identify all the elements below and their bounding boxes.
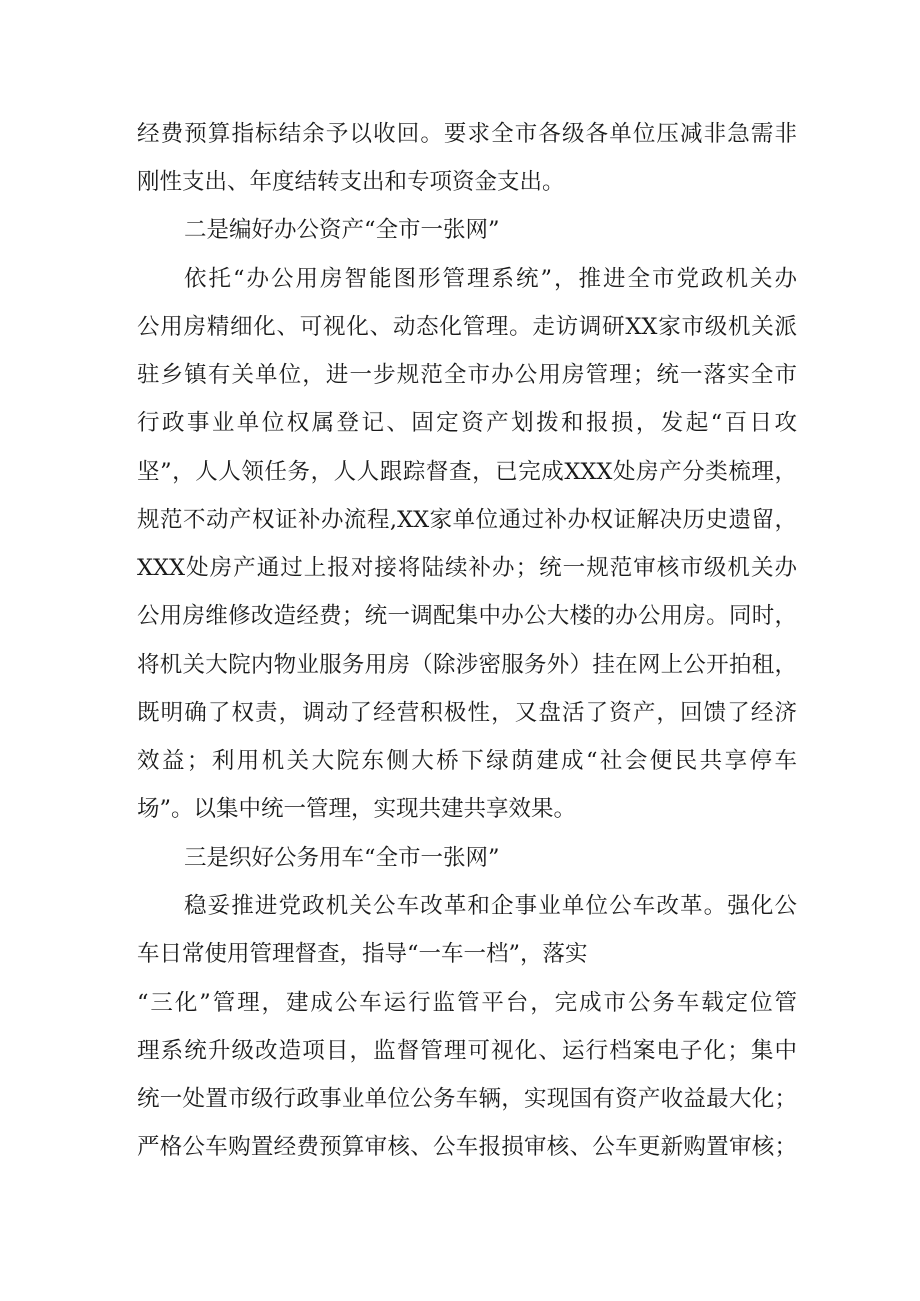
text-line: 稳妥推进党政机关公车改革和企事业单位公车改革。强化公 [184,893,797,919]
text-line: 既明确了权责，调动了经营积极性，又盘活了资产，回馈了经济 [137,700,797,726]
text-line: “三化”管理，建成公车运行监管平台，完成市公务车载定位管 [137,990,797,1016]
text-line: 统一处置市级行政事业单位公务车辆，实现国有资产收益最大化； [137,1086,797,1112]
text-line: 依托“办公用房智能图形管理系统”，推进全市党政机关办 [184,266,797,292]
text-line: 公用房维修改造经费；统一调配集中办公大楼的办公用房。同时， [137,603,797,629]
text-line: 车日常使用管理督查，指导“一车一档”，落实 [137,941,588,967]
text-line: 理系统升级改造项目，监督管理可视化、运行档案电子化；集中 [137,1038,797,1064]
text-line: 效益；利用机关大院东侧大桥下绿荫建成“社会便民共享停车 [137,748,797,774]
text-line: 坚”，人人领任务，人人跟踪督查，已完成XXX处房产分类梳理， [137,459,797,485]
text-line: 刚性支出、年度结转支出和专项资金支出。 [137,169,565,195]
text-line: 规范不动产权证补办流程,XX家单位通过补办权证解决历史遗留， [137,507,797,533]
text-line: XXX处房产通过上报对接将陆续补办；统一规范审核市级机关办 [137,555,797,581]
text-line: 场”。以集中统一管理，实现共建共享效果。 [137,796,577,822]
text-line: 公用房精细化、可视化、动态化管理。走访调研XX家市级机关派 [137,314,797,340]
section-heading: 二是编好办公资产“全市一张网” [184,217,500,243]
text-line: 将机关大院内物业服务用房（除涉密服务外）挂在网上公开拍租， [137,652,797,678]
text-line: 严格公车购置经费预算审核、公车报损审核、公车更新购置审核； [137,1134,797,1160]
text-line: 经费预算指标结余予以收回。要求全市各级各单位压减非急需非 [137,121,797,147]
text-line: 驻乡镇有关单位，进一步规范全市办公用房管理；统一落实全市 [137,362,797,388]
section-heading: 三是织好公务用车“全市一张网” [184,845,500,871]
text-line: 行政事业单位权属登记、固定资产划拨和报损，发起“百日攻 [137,410,797,436]
